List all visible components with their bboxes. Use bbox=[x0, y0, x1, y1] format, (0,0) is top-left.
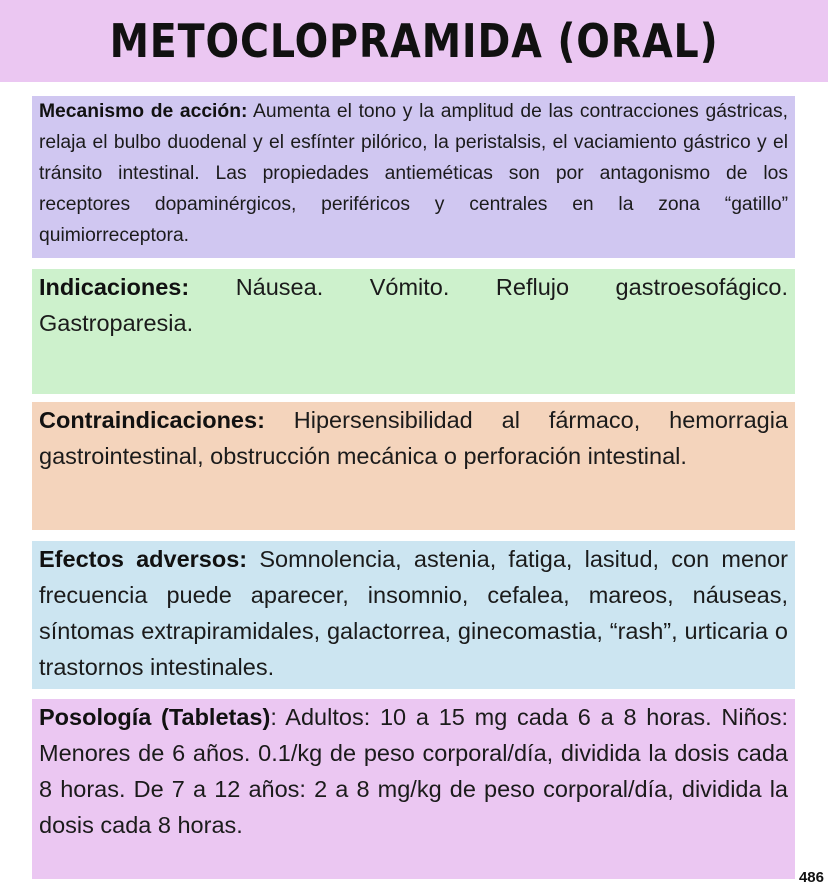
section-label-contraindicaciones: Contraindicaciones: bbox=[39, 407, 265, 433]
section-text-mecanismo: Aumenta el tono y la amplitud de las contracciones gástricas, relaja el bulbo duodenal y el esfínter pilórico, la peristalsis, el vaciamiento gástrico y el tránsito intestinal. Las propiedades antieméticas son por antagonismo de los receptores dopaminérgicos, periféricos y centrales en la zona “gatillo” quimiorreceptora. bbox=[39, 101, 788, 246]
section-contraindicaciones bbox=[32, 402, 795, 530]
section-text-contraindicaciones: Hipersensibilidad al fármaco, hemorragia gastrointestinal, obstrucción mecánica o perforación intestinal. bbox=[39, 407, 788, 469]
section-text-efectos: Somnolencia, astenia, fatiga, lasitud, con menor frecuencia puede aparecer, insomnio, cefalea, mareos, náuseas, síntomas extrapiramidales, galactorrea, ginecomastia, “rash”, urticaria o trastornos intestinales. bbox=[39, 546, 788, 680]
section-mecanismo bbox=[32, 96, 795, 258]
section-efectos-adversos bbox=[32, 541, 795, 689]
title-banner bbox=[0, 0, 828, 82]
section-label-efectos: Efectos adversos: bbox=[39, 546, 248, 572]
section-text-posologia: : Adultos: 10 a 15 mg cada 6 a 8 horas. Niños: Menores de 6 años. 0.1/kg de peso corporal/día, dividida la dosis cada 8 horas. De 7 a 12 años: 2 a 8 mg/kg de peso corporal/día, dividida la dosis cada 8 horas. bbox=[39, 704, 788, 838]
section-label-posologia: Posología (Tabletas) bbox=[39, 704, 271, 730]
page-number: 486 bbox=[798, 869, 824, 886]
section-posologia bbox=[32, 699, 795, 879]
page-title: METOCLOPRAMIDA (ORAL) bbox=[109, 14, 719, 68]
section-text-indicaciones: Náusea. Vómito. Reflujo gastroesofágico. Gastroparesia. bbox=[39, 274, 788, 336]
section-label-mecanismo: Mecanismo de acción: bbox=[39, 101, 248, 122]
section-label-indicaciones: Indicaciones: bbox=[39, 274, 190, 300]
section-indicaciones bbox=[32, 269, 795, 394]
